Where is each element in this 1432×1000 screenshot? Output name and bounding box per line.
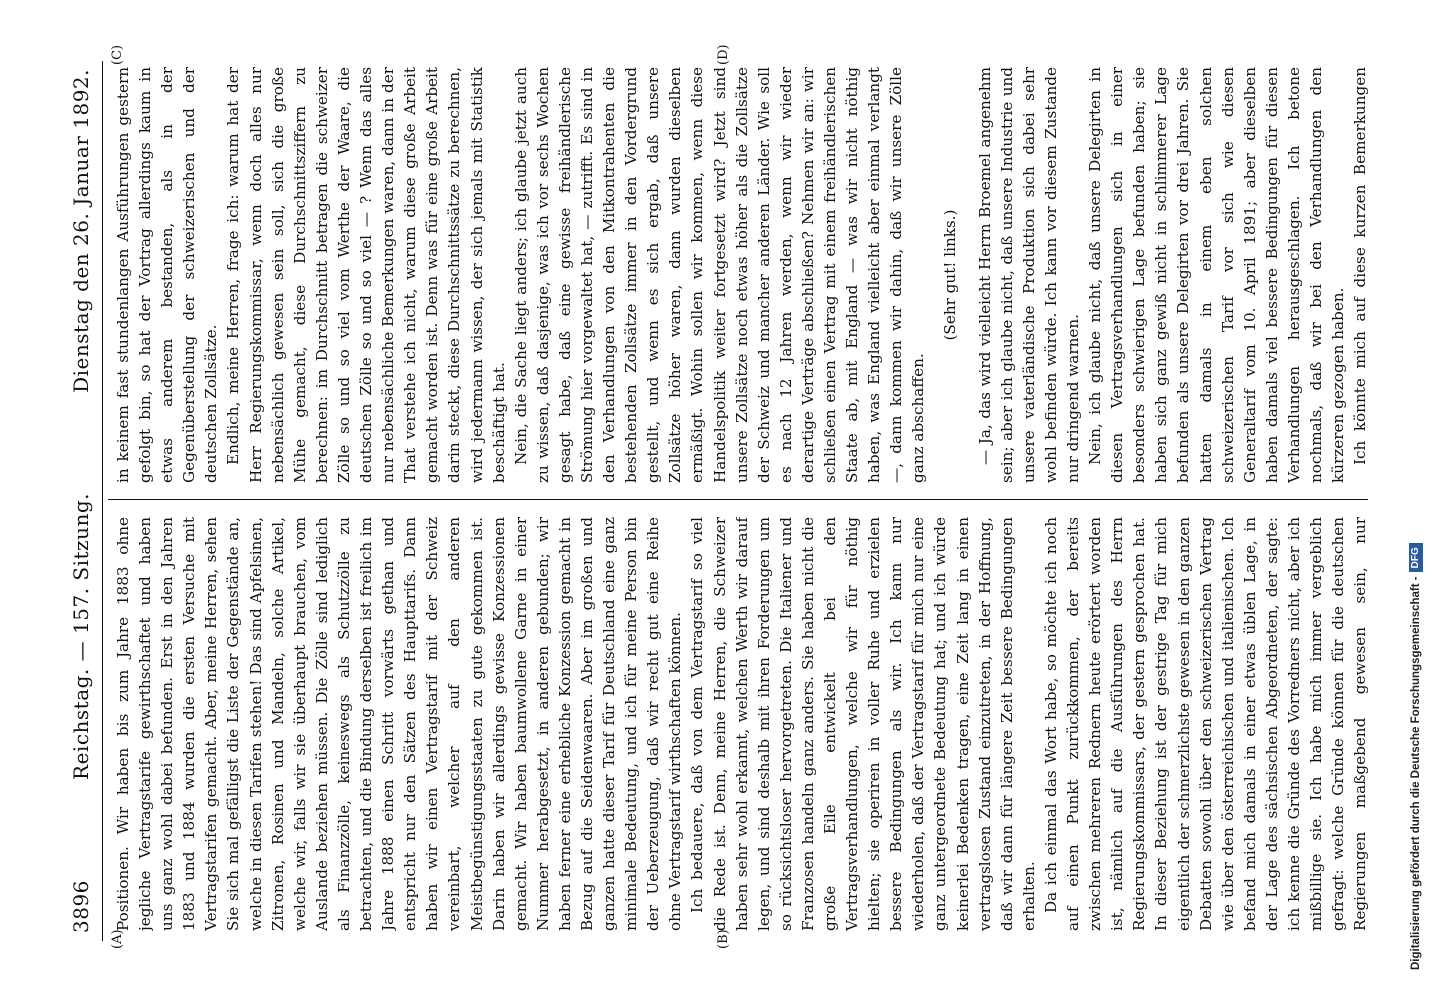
credit-text: Digitalisierung gefördert durch die Deutsche Forschungsgemeinschaft - xyxy=(1410,576,1422,970)
paragraph: Endlich, meine Herren, frage ich: warum hat der Herr Regierungskommissar, wenn doch alles nur nebensächlich gewesen sein soll, sich die große Mühe gemacht, diese Durchschnittsziffern zu berechnen: im Durchschnitt betragen die schweizer Zölle so und so viel vom Werthe der Waare, die deutschen Zölle so und so viel — ? Wenn das alles nur nebensächliche Bemerkungen waren, dann in der That verstehe ich nicht, warum diese große Arbeit gemacht worden ist. Denn was für eine große Arbeit darin steckt, diese Durchschnittssätze zu berechnen, wird jedermann wissen, der sich jemals mit Statistik beschäftigt hat. xyxy=(224,67,508,483)
dfg-logo: DFG xyxy=(1409,543,1423,572)
scanned-page xyxy=(56,44,1376,951)
running-head xyxy=(64,69,98,933)
column-divider xyxy=(108,499,1368,500)
paragraph: in keinem fast stundenlangen Ausführungen gestern gefolgt bin, so hat der Vortrag allerdings kaum in etwas anderem bestanden, als in der Gegenüberstellung der schweizerischen und der deutschen Zollsätze. xyxy=(114,67,221,483)
left-column xyxy=(112,517,1370,931)
margin-mark-a: (A) xyxy=(110,929,125,949)
session-title: Reichstag. — 157. Sitzung. xyxy=(69,493,93,780)
session-date: Dienstag den 26. Januar 1892. xyxy=(69,69,93,393)
header-rule xyxy=(102,61,103,941)
paragraph: Ich könnte mich auf diese kurzen Bemerkungen xyxy=(1351,67,1370,465)
interjection: (Sehr gut! links.) xyxy=(941,209,960,341)
paragraph: — Ja, das wird vielleicht Herrn Broemel angenehm sein; aber ich glaube nicht, daß unsere Industrie und unsere vaterländische Produktion sich dabei sehr wohl befinden würde. Ich kann vor diesem Zustande nur dringend warnen. xyxy=(975,67,1082,483)
paragraph: Ich bedauere, daß von dem Vertragstarif so viel die Rede ist. Denn, meine Herren, die Schweizer haben sehr wohl erkannt, welchen Werth wir darauf legen, und sind deshalb mit ihren Forderungen um so rücksichtsloser hervorgetreten. Die Italiener und Franzosen handeln ganz anders. Sie haben nicht die große Eile entwickelt bei den Vertragsverhandlungen, welche wir für nöthig hielten; sie operiren in voller Ruhe und erzielen bessere Bedingungen als wir. Ich kann nur wiederholen, daß der Vertragstarif für mich nur eine ganz untergeordnete Bedeutung hat; und ich würde keinerlei Bedenken tragen, eine Zeit lang in einen vertragslosen Zustand einzutreten, in der Hoffnung, daß wir dann für längere Zeit bessere Bedingungen erhalten. xyxy=(688,517,1038,931)
right-column xyxy=(112,67,1370,483)
page-number: 3896 xyxy=(69,880,93,933)
paragraph: Nein, ich glaube nicht, daß unsere Delegirten in diesen Vertragsverhandlungen sich in einer besonders schwierigen Lage befunden haben; sie haben sich ganz gewiß nicht in schlimmerer Lage befunden als unsere Delegirten vor drei Jahren. Sie hatten damals in einem eben solchen schweizerischen Tarif vor sich wie diesen Generaltarif vom 10. April 1891; aber dieselben haben damals viel bessere Bedingungen für diesen Verhandlungen herausgeschlagen. Ich betone nochmals, daß wir bei den Verhandlungen den kürzeren gezogen haben. xyxy=(1086,67,1348,483)
credit-line xyxy=(1404,0,1428,1000)
paragraph: Da ich einmal das Wort habe, so möchte ich noch auf einen Punkt zurückkommen, der bereits zwischen mehreren Rednern heute erörtert worden ist, nämlich auf die Ausführungen des Herrn Regierungskommissars, der gestern gesprochen hat. In dieser Beziehung ist der gestrige Tag für mich eigentlich der schmerzlichste gewesen in den ganzen Debatten sowohl über den schweizerischen Vertrag wie über den österreichischen und italienischen. Ich befand mich damals in einer etwas üblen Lage, in der Lage des sächsischen Abgeordneten, der sagte: ich kenne die Gründe des Vorredners nicht, aber ich mißbillige sie. Ich habe mich immer vergeblich gefragt: welche Gründe können für die deutschen Regierungen maßgebend gewesen sein, nur xyxy=(1041,517,1370,931)
paragraph: Positionen. Wir haben bis zum Jahre 1883 ohne jegliche Vertragstarife gewirthschaftet und haben uns ganz wohl dabei befunden. Erst in den Jahren 1883 und 1884 wurden die ersten Versuche mit Vertragstarifen gemacht. Aber, meine Herren, sehen Sie sich mal gefälligst die Liste der Gegenstände an, welche in diesen Tarifen stehen! Das sind Apfelsinen, Zitronen, Rosinen und Mandeln, solche Artikel, welche wir, falls wir sie überhaupt brauchen, vom Auslande beziehen müssen. Die Zölle sind lediglich als Finanzzölle, keineswegs als Schutzzölle zu betrachten, und die Bindung derselben ist freilich im Jahre 1888 einen Schritt vorwärts gethan und entspricht nur den Sätzen des Haupttarifs. Dann haben wir einen Vertragstarif mit der Schweiz vereinbart, welcher auf den anderen Meistbegünstigungsstaaten zu gute gekommen ist. Darin haben wir allerdings gewisse Konzessionen gemacht. Wir haben baumwollene Garne in einer Nummer herabgesetzt, in anderen gebunden; wir haben ferner eine erhebliche Konzession gemacht in Bezug auf die Seidenwaaren. Aber im großen und ganzen hatte dieser Tarif für Deutschland eine ganz minimale Bedeutung, und ich für meine Person bin der Ueberzeugung, daß wir recht gut eine Reihe ohne Vertragstarif wirthschaften können. xyxy=(114,517,685,931)
paragraph: Nein, die Sache liegt anders; ich glaube jetzt auch zu wissen, daß dasjenige, was ich vor sechs Wochen gesagt habe, daß eine gewisse freihändlerische Strömung hier vorgewaltet hat, — zutrifft. Es sind in den Verhandlungen von den Mitkontrahenten die bestehenden Zollsätze immer in den Vordergrund gestellt, und wenn es sich ergab, daß unsere Zollsätze höher waren, dann wurden dieselben ermäßigt. Wohin sollen wir kommen, wenn diese Handelspolitik weiter fortgesetzt wird? Jetzt sind unsere Zollsätze noch etwas höher als die Zollsätze der Schweiz und mancher anderen Länder. Wie soll es nach 12 Jahren werden, wenn wir wieder derartige Verträge abschließen? Nehmen wir an: wir schließen einen Vertrag mit einem freihändlerischen Staate ab, mit England — was wir nicht nöthig haben, was England vielleicht aber einmal verlangt —, dann kommen wir dahin, daß wir unsere Zölle ganz abschaffen. xyxy=(511,67,928,483)
margin-mark-d: (D) xyxy=(716,44,731,65)
digitization-credit xyxy=(1402,20,1426,1000)
margin-mark-b: (B) xyxy=(716,929,731,949)
margin-mark-c: (C) xyxy=(110,44,125,65)
